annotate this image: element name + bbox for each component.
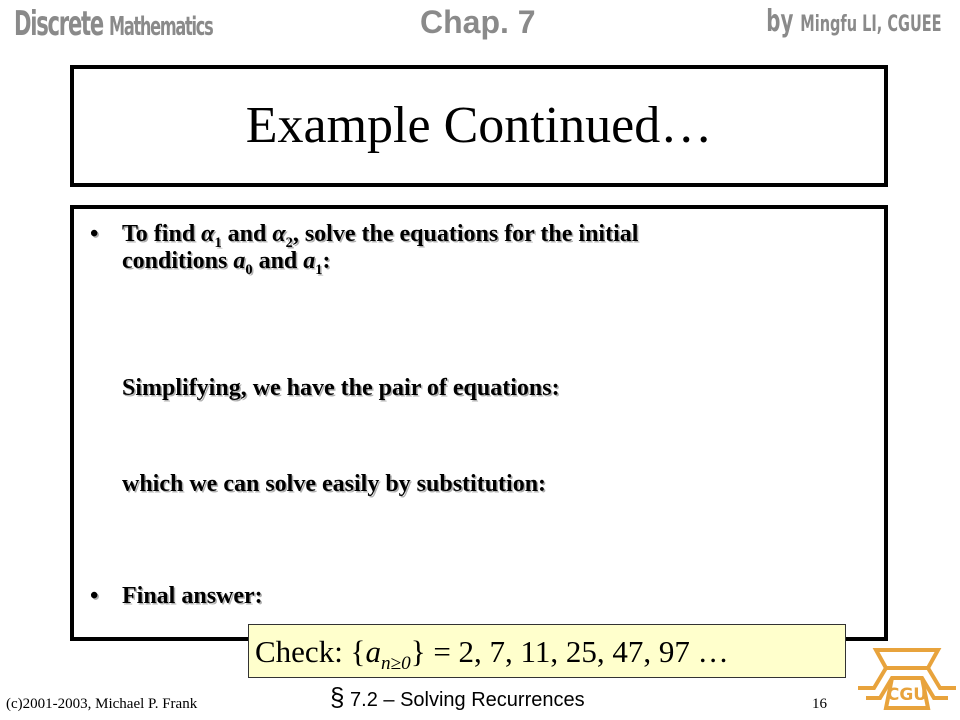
text-run: conditions (122, 248, 234, 274)
text-run: : (322, 248, 331, 274)
course-title-sub: Mathematics (109, 12, 213, 42)
author-header (767, 2, 942, 45)
section-symbol: § (330, 682, 345, 712)
author-by: by (766, 4, 794, 39)
bullet-marker: • (90, 221, 99, 247)
text-run: } = 2, 7, 11, 25, 47, 97 … (410, 634, 729, 669)
text-run: and (221, 221, 273, 247)
simplifying-paragraph: Simplifying, we have the pair of equations: (122, 375, 560, 401)
content-box (70, 205, 888, 641)
subscript: 1 (315, 261, 323, 278)
text-run: Check: { (255, 634, 366, 669)
chapter-label: Chap. 7 (420, 4, 536, 40)
text-run: To find (122, 221, 202, 247)
variable-a: a (365, 634, 381, 669)
copyright-footer: (c)2001-2003, Michael P. Frank (6, 696, 198, 712)
variable-a: a (303, 248, 316, 274)
subscript: n≥0 (380, 653, 411, 675)
alpha-symbol: α (272, 221, 286, 247)
university-logo-icon (856, 640, 958, 714)
substitution-paragraph: which we can solve easily by substitution: (122, 471, 547, 497)
subscript: 2 (285, 234, 293, 251)
logo-text: CGU (886, 685, 928, 705)
variable-a: a (233, 248, 246, 274)
section-title: 7.2 – Solving Recurrences (344, 689, 585, 711)
section-footer (330, 682, 585, 713)
text-run: , solve the equations for the initial (292, 221, 639, 247)
check-callout (248, 624, 846, 678)
course-title-main: Discrete (14, 4, 103, 44)
subscript: 1 (214, 234, 222, 251)
page-number: 16 (812, 696, 827, 712)
author-name: Mingfu LI, CGUEE (800, 12, 942, 37)
bullet-initial-conditions (122, 221, 862, 278)
title-box (70, 65, 888, 187)
alpha-symbol: α (201, 221, 215, 247)
bullet-marker: • (90, 583, 99, 609)
course-title-header (14, 2, 213, 50)
subscript: 0 (245, 261, 253, 278)
text-run: and (252, 248, 304, 274)
final-answer-bullet: Final answer: (122, 583, 263, 609)
slide-title: Example Continued… (245, 97, 713, 154)
